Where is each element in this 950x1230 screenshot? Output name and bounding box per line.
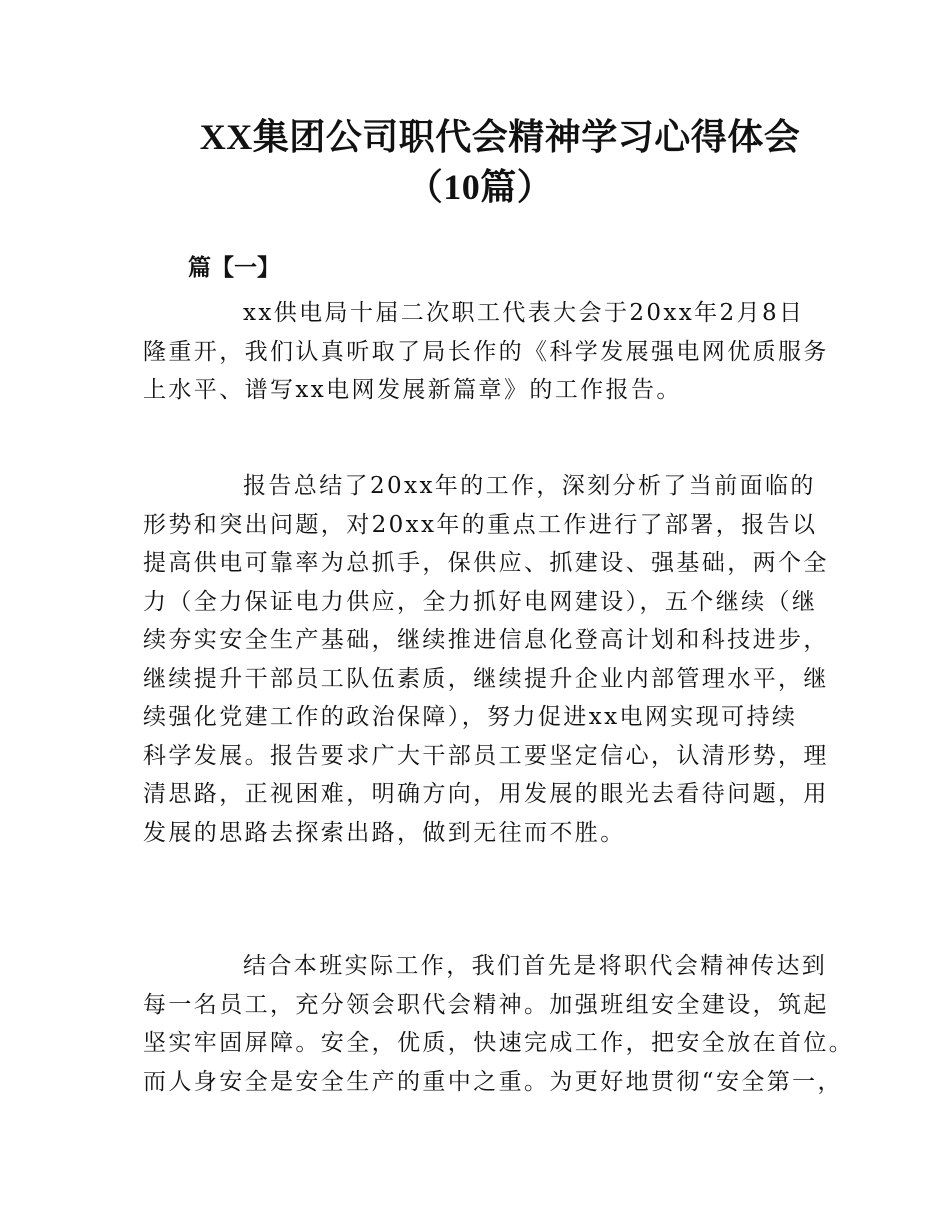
paragraph-line: 力（全力保证电力供应，全力抓好电网建设），五个继续（继 [143, 588, 818, 615]
paragraph-line: xx供电局十届二次职工代表大会于20xx年2月8日 [243, 300, 805, 326]
paragraph-line: 提高供电可靠率为总抓手，保供应、抓建设、强基础，两个全 [143, 550, 829, 576]
paragraph-line: 清思路，正视困难，明确方向，用发展的眼光去看待问题，用 [143, 781, 829, 807]
title-line-1: XX集团公司职代会精神学习心得体会 [199, 117, 801, 157]
paragraph-line: 结合本班实际工作，我们首先是将职代会精神传达到 [243, 953, 828, 979]
paragraph-line: 形势和突出问题，对20xx年的重点工作进行了部署，报告以 [143, 511, 818, 538]
paragraph-line: 隆重开，我们认真听取了局长作的《科学发展强电网优质服务 [143, 338, 829, 365]
paragraph-line: 报告总结了20xx年的工作，深刻分析了当前面临的 [243, 473, 816, 499]
paragraph-line: 发展的思路去探索出路，做到无往而不胜。 [143, 819, 626, 846]
paragraph-1 [143, 294, 829, 410]
paragraph-line: 继续提升干部员工队伍素质，继续提升企业内部管理水平，继 [143, 665, 829, 692]
paragraph-line: 上水平、谱写xx电网发展新篇章》的工作报告。 [143, 377, 682, 403]
paragraph-2 [143, 467, 829, 852]
paragraph-line: 科学发展。报告要求广大干部员工要坚定信心，认清形势，理 [143, 742, 829, 769]
title-line-2: （10篇） [406, 167, 554, 207]
paragraph-line: 坚实牢固屏障。安全，优质，快速完成工作，把安全放在首位。 [143, 1030, 855, 1056]
section-heading: 篇【一】 [188, 254, 280, 281]
paragraph-line: 续夯实安全生产基础，继续推进信息化登高计划和科技进步， [143, 627, 829, 653]
document-title [0, 112, 950, 212]
paragraph-line: 每一名员工，充分领会职代会精神。加强班组安全建设，筑起 [143, 991, 829, 1018]
paragraph-line: 而人身安全是安全生产的重中之重。为更好地贯彻“安全第一， [143, 1068, 843, 1095]
paragraph-3 [143, 947, 855, 1101]
paragraph-line: 续强化党建工作的政治保障），努力促进xx电网实现可持续 [143, 704, 798, 730]
